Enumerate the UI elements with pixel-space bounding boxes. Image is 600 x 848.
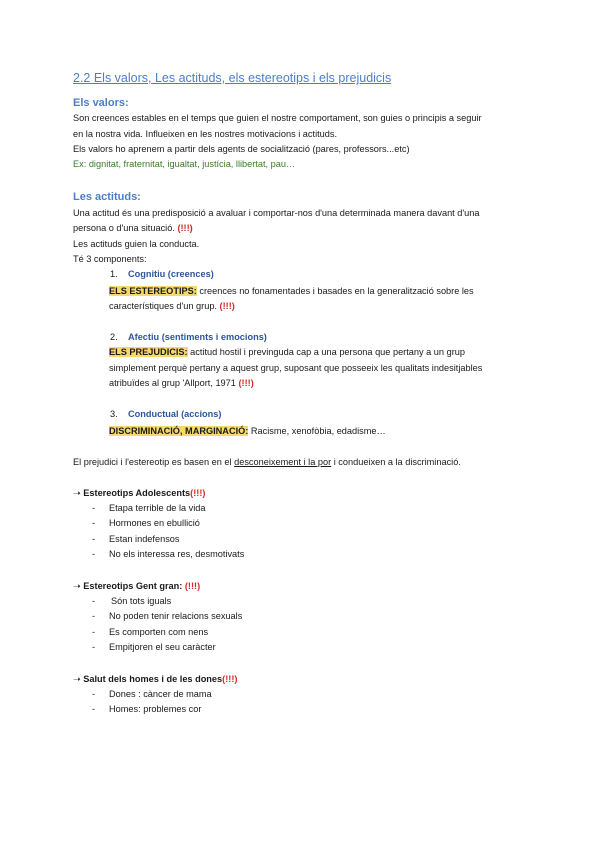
- valors-heading: Els valors:: [73, 97, 129, 109]
- dash-bullet: -: [92, 534, 96, 544]
- component-text: característiques d'un grup.: [109, 301, 217, 311]
- component-2-line-2: simplement perquè pertany a aquest grup, suposant que posseeix les qualitats indesitjables: [109, 363, 483, 373]
- component-text: atribuïdes al grup 'Allport, 1971: [109, 378, 236, 388]
- list-item: Són tots iguals: [111, 596, 172, 606]
- page-title: 2.2 Els valors, Les actituds, els estereotips i els prejudicis: [73, 71, 392, 85]
- component-number: 2.: [110, 332, 118, 342]
- component-text: Racisme, xenofòbia, edadisme…: [248, 426, 386, 436]
- list-item: Dones : càncer de mama: [109, 689, 212, 699]
- conclusion-line: [73, 456, 461, 469]
- list-heading-text: Estereotips Adolescents: [83, 488, 191, 498]
- dash-bullet: -: [92, 611, 96, 621]
- component-3-title: [110, 408, 221, 421]
- list-item: Hormones en ebullició: [109, 518, 200, 528]
- importance-mark: (!!!): [184, 581, 201, 591]
- actituds-heading: Les actituds:: [73, 191, 141, 203]
- arrow-icon: ➝: [73, 488, 81, 498]
- valors-line-2: en la nostra vida. Influeixen en les nostres motivacions i actituds.: [73, 129, 338, 139]
- component-text: actitud hostil i previnguda cap a una persona que pertany a un grup: [187, 347, 465, 357]
- component-2-line-3: [109, 377, 254, 390]
- dash-bullet: -: [92, 704, 96, 714]
- list-item: No poden tenir relacions sexuals: [109, 611, 243, 621]
- highlight-term: DISCRIMINACIÓ, MARGINACIÓ:: [109, 426, 249, 436]
- component-text: creences no fonamentades i basades en la generalització sobre les: [196, 286, 474, 296]
- dash-bullet: -: [92, 518, 96, 528]
- dash-bullet: -: [92, 627, 96, 637]
- dash-bullet: -: [92, 596, 96, 606]
- component-3-line-1: [109, 425, 386, 438]
- valors-example: Ex: dignitat, fraternitat, igualtat, justícia, llibertat, pau…: [73, 159, 296, 169]
- component-1-title: [110, 268, 214, 281]
- dash-bullet: -: [92, 549, 96, 559]
- conclusion-underlined: desconeixement i la por: [234, 457, 332, 467]
- actituds-line-2-text: persona o d'una situació.: [73, 223, 175, 233]
- actituds-line-3: Les actituds guien la conducta.: [73, 239, 200, 249]
- list-2-heading: [73, 580, 200, 593]
- importance-mark: (!!!): [238, 378, 254, 388]
- list-3-heading: [73, 673, 237, 686]
- list-1-heading: [73, 487, 205, 500]
- component-title-text: Conductual (accions): [128, 409, 222, 419]
- component-title-text: Afectiu (sentiments i emocions): [128, 332, 267, 342]
- arrow-icon: ➝: [73, 674, 81, 684]
- list-heading-text: Estereotips Gent gran:: [83, 581, 183, 591]
- list-item: Etapa terrible de la vida: [109, 503, 206, 513]
- list-item: No els interessa res, desmotivats: [109, 549, 245, 559]
- component-1-line-2: [109, 300, 235, 313]
- actituds-line-4: Té 3 components:: [73, 254, 147, 264]
- conclusion-text: El prejudici i l'estereotip es basen en el: [73, 457, 235, 467]
- component-title-text: Cognitiu (creences): [128, 269, 214, 279]
- importance-mark: (!!!): [219, 301, 235, 311]
- valors-line-3: Els valors ho aprenem a partir dels agents de socialització (pares, professors...etc): [73, 144, 410, 154]
- actituds-line-1: Una actitud és una predisposició a avaluar i comportar-nos d'una determinada manera davant d'una: [73, 208, 480, 218]
- list-item: Empitjoren el seu caràcter: [109, 642, 216, 652]
- importance-mark: (!!!): [177, 223, 193, 233]
- list-item: Es comporten com nens: [109, 627, 209, 637]
- list-item: Estan indefensos: [109, 534, 180, 544]
- component-number: 1.: [110, 269, 118, 279]
- arrow-icon: ➝: [73, 581, 81, 591]
- highlight-term: ELS ESTEREOTIPS:: [109, 286, 197, 296]
- component-2-line-1: [109, 346, 465, 359]
- component-1-line-1: [109, 285, 474, 298]
- dash-bullet: -: [92, 642, 96, 652]
- actituds-line-2: [73, 222, 193, 235]
- list-item: Homes: problemes cor: [109, 704, 202, 714]
- component-number: 3.: [110, 409, 118, 419]
- list-heading-text: Salut dels homes i de les dones: [83, 674, 223, 684]
- conclusion-text: i condueixen a la discriminació.: [331, 457, 461, 467]
- dash-bullet: -: [92, 689, 96, 699]
- importance-mark: (!!!): [190, 488, 206, 498]
- dash-bullet: -: [92, 503, 96, 513]
- importance-mark: (!!!): [222, 674, 238, 684]
- component-2-title: [110, 331, 267, 344]
- valors-line-1: Son creences estables en el temps que guien el nostre comportament, son guies o principis a seguir: [73, 113, 482, 123]
- highlight-term: ELS PREJUDICIS:: [109, 347, 188, 357]
